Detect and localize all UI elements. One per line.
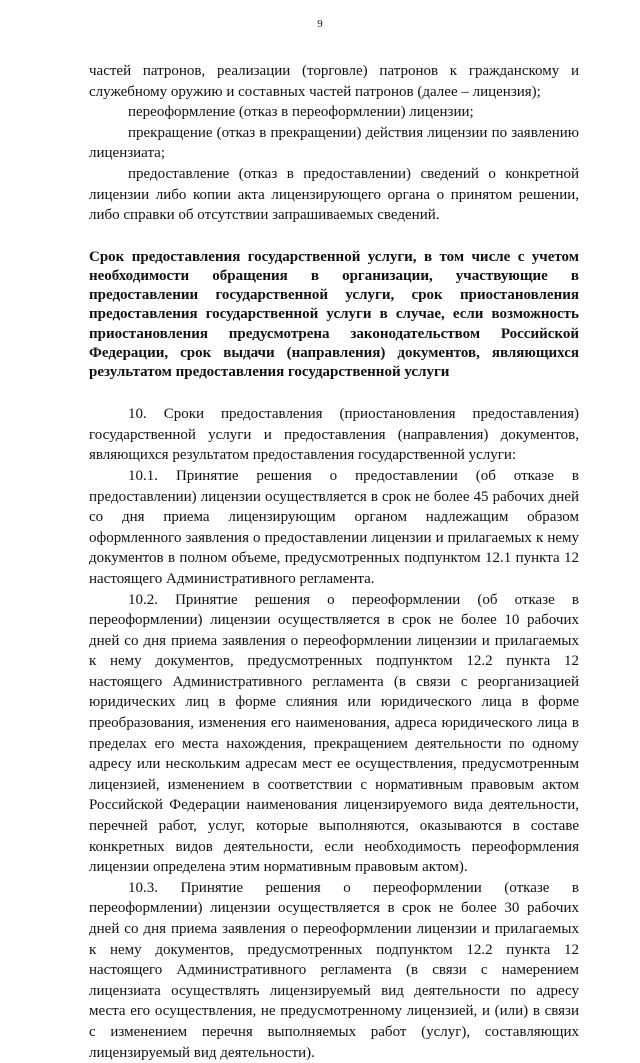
paragraph-termination: прекращение (отказ в прекращении) действия лицензии по заявлению лицензиата; [89,124,579,162]
paragraph-10-2: 10.2. Принятие решения о переоформлении (об отказе в переоформлении) лицензии осуществляется в срок не более 10 рабочих дней со дня приема заявления о переоформлении лицензии и прилагаемых к нему документов, предусмотренных подпунктом 12.2 пункта 12 настоящего Административного регламента (в связи с реорганизацией юридических лиц в форме слияния или юридического лица в форме преобразования, изменения его наименования, адреса юридического лица в пределах его места нахождения, прекращением деятельности по одному адресу или нескольким адресам мест ее осуществления, предусмотренным лицензией, изменением в соответствии с нормативным правовым актом Российской Федерации наименования лицензируемого вида деятельности, перечней работ, услуг, которые выполняются, оказываются в составе конкретных видов деятельности, если необходимость переоформления лицензии определена этим нормативным правовым актом). [89,591,579,876]
paragraph-information: предоставление (отказ в предоставлении) сведений о конкретной лицензии либо копии акта лицензирующего органа о принятом решении, либо справки об отсутствии запрашиваемых сведений. [89,165,579,224]
paragraph-10: 10. Сроки предоставления (приостановления предоставления) государственной услуги и предоставления (направления) документов, являющихся результатом предоставления государственной услуги: [89,406,579,464]
paragraph-10-3: 10.3. Принятие решения о переоформлении (отказе в переоформлении) лицензии осуществляется в срок не более 30 рабочих дней со дня приема заявления о переоформлении лицензии и прилагаемых к нему документов, предусмотренных подпунктом 12.2 пункта 12 настоящего Административного регламента (в связи с намерением лицензиата осуществлять лицензируемый вид деятельности по адресу места его осуществления, не предусмотренному лицензией, и (или) в связи с изменением перечня выполняемых работ (услуг), составляющих лицензируемый вид деятельности). [89,879,579,1061]
paragraph-reissue: переоформление (отказ в переоформлении) лицензии; [128,104,474,121]
section-heading: Срок предоставления государственной услуги, в том числе с учетом необходимости обращения в организации, участвующие в предоставлении государственной услуги, срок приостановления предоставления государственной услуги в случае, если возможность приостановления предусмотрена законодательством Российской Федерации, срок выдачи (направления) документов, являющихся результатом предоставления государственной услуги [89,248,579,380]
page-number: 9 [317,18,323,30]
paragraph-10-1: 10.1. Принятие решения о предоставлении (об отказе в предоставлении) лицензии осуществляется в срок не более 45 рабочих дней со дня приема лицензирующим органом надлежащим образом оформленного заявления о предоставлении лицензии и прилагаемых к нему документов в полном объеме, предусмотренных подпунктом 12.1 пункта 12 настоящего Административного регламента. [89,467,579,587]
document-body [89,61,579,1063]
paragraph-license-scope: частей патронов, реализации (торговле) патронов к гражданскому и служебному оружию и составных частей патронов (далее – лицензия); [89,63,579,100]
